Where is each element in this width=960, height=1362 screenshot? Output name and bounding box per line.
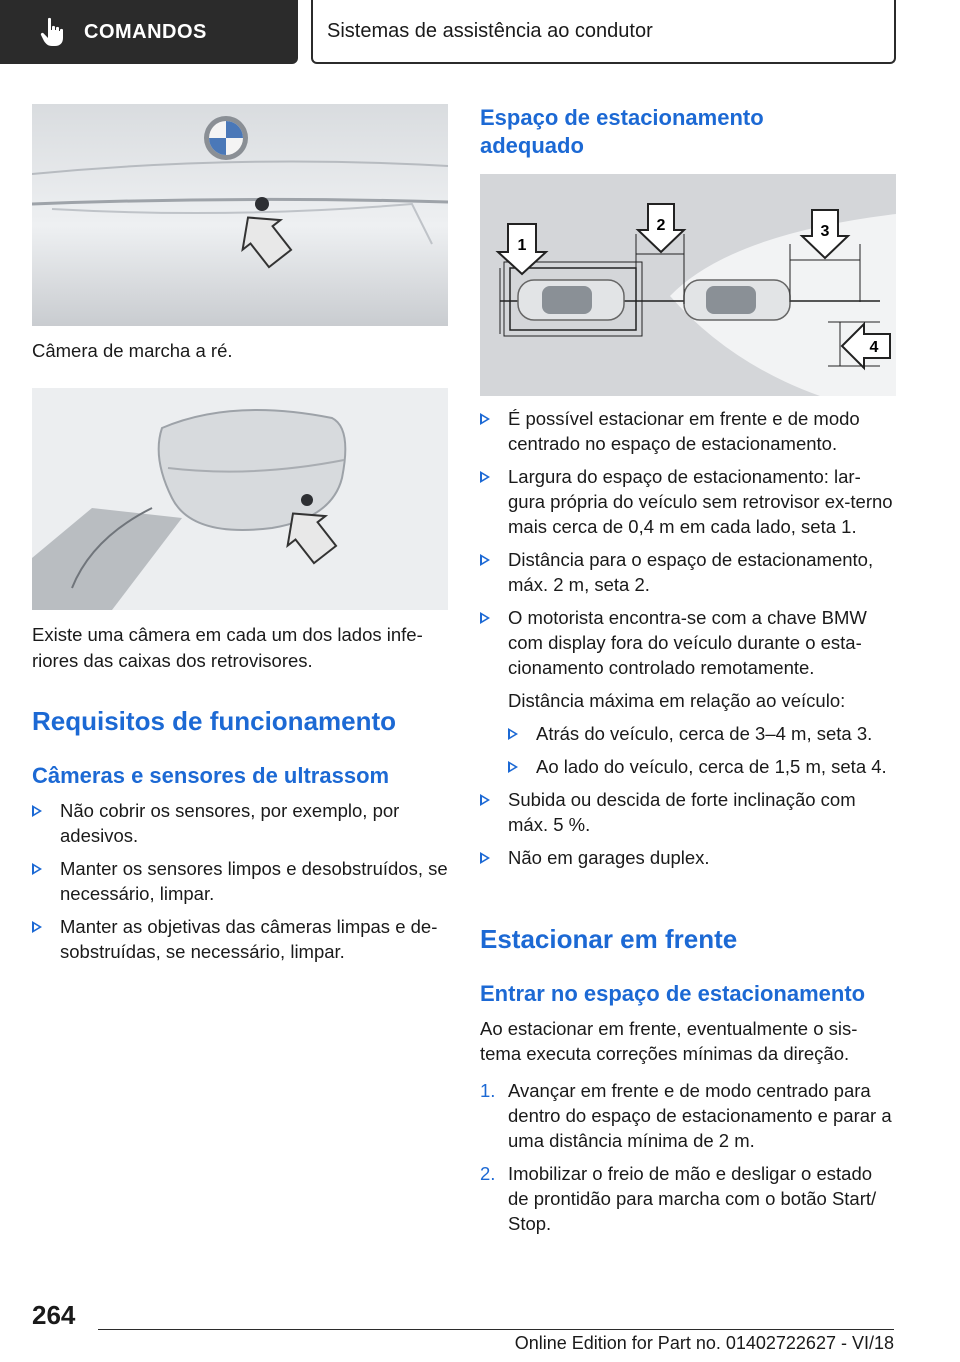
bullet-triangle-icon [480, 413, 490, 425]
bullet-triangle-icon [480, 852, 490, 864]
section-title: Sistemas de assistência ao condutor [311, 0, 896, 64]
footer-divider [98, 1329, 894, 1330]
diagram-label-4: 4 [869, 339, 879, 356]
bullet-triangle-icon [32, 921, 42, 933]
list-item: Atrás do veículo, cerca de 3–4 m, seta 3. [508, 721, 896, 746]
bullet-triangle-icon [508, 761, 518, 773]
footer-edition: Online Edition for Part no. 01402722627 - VI/18 [514, 1333, 894, 1353]
side-mirror-camera-figure [32, 388, 448, 610]
list-item: Largura do espaço de estacionamento: lar-gura própria do veículo sem retrovisor ex-terno mais cerca de 0,4 m em cada lado, seta 1. [480, 464, 896, 539]
list-item: Ao lado do veículo, cerca de 1,5 m, seta 4. [508, 754, 896, 779]
pointing-hand-icon [40, 17, 66, 47]
list-item: 2. Imobilizar o freio de mão e desligar o estado de prontidão para marcha com o botão Start/ Stop. [480, 1163, 877, 1234]
parking-space-diagram [480, 174, 896, 396]
list-item: É possível estacionar em frente e de modo centrado no espaço de estacionamento. [480, 406, 896, 456]
list-item: Não cobrir os sensores, por exemplo, por adesivos. [32, 798, 448, 848]
list-item: Não em garages duplex. [480, 845, 896, 870]
diagram-label-1: 1 [517, 237, 527, 254]
bullet-triangle-icon [32, 863, 42, 875]
enter-space-paragraph: Ao estacionar em frente, eventualmente o sis-tema executa correções mínimas da direção. [480, 1018, 858, 1064]
bullet-triangle-icon [480, 471, 490, 483]
bullet-triangle-icon [480, 612, 490, 624]
heading-requirements: Requisitos de funcionamento [32, 706, 397, 736]
bullet-triangle-icon [480, 794, 490, 806]
list-item: Subida ou descida de forte inclinação com máx. 5 %. [480, 787, 896, 837]
car-shape [518, 280, 624, 320]
driver-distance-note: Distância máxima em relação ao veículo: [508, 690, 846, 711]
parking-space-list [480, 406, 896, 878]
subheading-enter-space: Entrar no espaço de estacionamento [480, 981, 866, 1006]
bullet-triangle-icon [32, 805, 42, 817]
list-item: 1. Avançar em frente e de modo centrado para dentro do espaço de estacionamento e parar a uma distância mínima de 2 m. [480, 1080, 892, 1151]
list-item: Manter os sensores limpos e desobstruídos, se necessário, limpar. [32, 856, 448, 906]
subheading-parking-space: Espaço de estacionamento adequado [480, 105, 764, 158]
camera-requirements-list [32, 798, 448, 972]
parking-steps-list [480, 1078, 896, 1244]
rear-camera-figure [32, 104, 448, 326]
diagram-label-3: 3 [820, 223, 830, 240]
diagram-label-2: 2 [656, 217, 666, 234]
driver-distance-list [508, 721, 896, 779]
chapter-tab[interactable] [0, 0, 298, 64]
car-shape [684, 280, 790, 320]
bullet-triangle-icon [508, 728, 518, 740]
bullet-triangle-icon [480, 554, 490, 566]
page-number: 264 [32, 1300, 76, 1330]
list-item: Distância para o espaço de estacionamento, máx. 2 m, seta 2. [480, 547, 896, 597]
side-camera-caption: Existe uma câmera em cada um dos lados infe-riores das caixas dos retrovisores. [32, 624, 423, 671]
chapter-title: COMANDOS [84, 20, 207, 43]
list-item: Manter as objetivas das câmeras limpas e de-sobstruídas, se necessário, limpar. [32, 914, 448, 964]
rear-camera-caption: Câmera de marcha a ré. [32, 340, 233, 361]
heading-park-front: Estacionar em frente [480, 924, 738, 954]
list-item: O motorista encontra-se com a chave BMW com display fora do veículo durante o esta-cionamento controlado remotamente. Distância máxima em relação ao veículo: Atrás do veículo, cerca de 3–4 m, seta 3. Ao lado do veículo, cerca de 1,5 m, seta 4. [480, 605, 896, 779]
subheading-cameras-sensors: Câmeras e sensores de ultrassom [32, 763, 390, 788]
